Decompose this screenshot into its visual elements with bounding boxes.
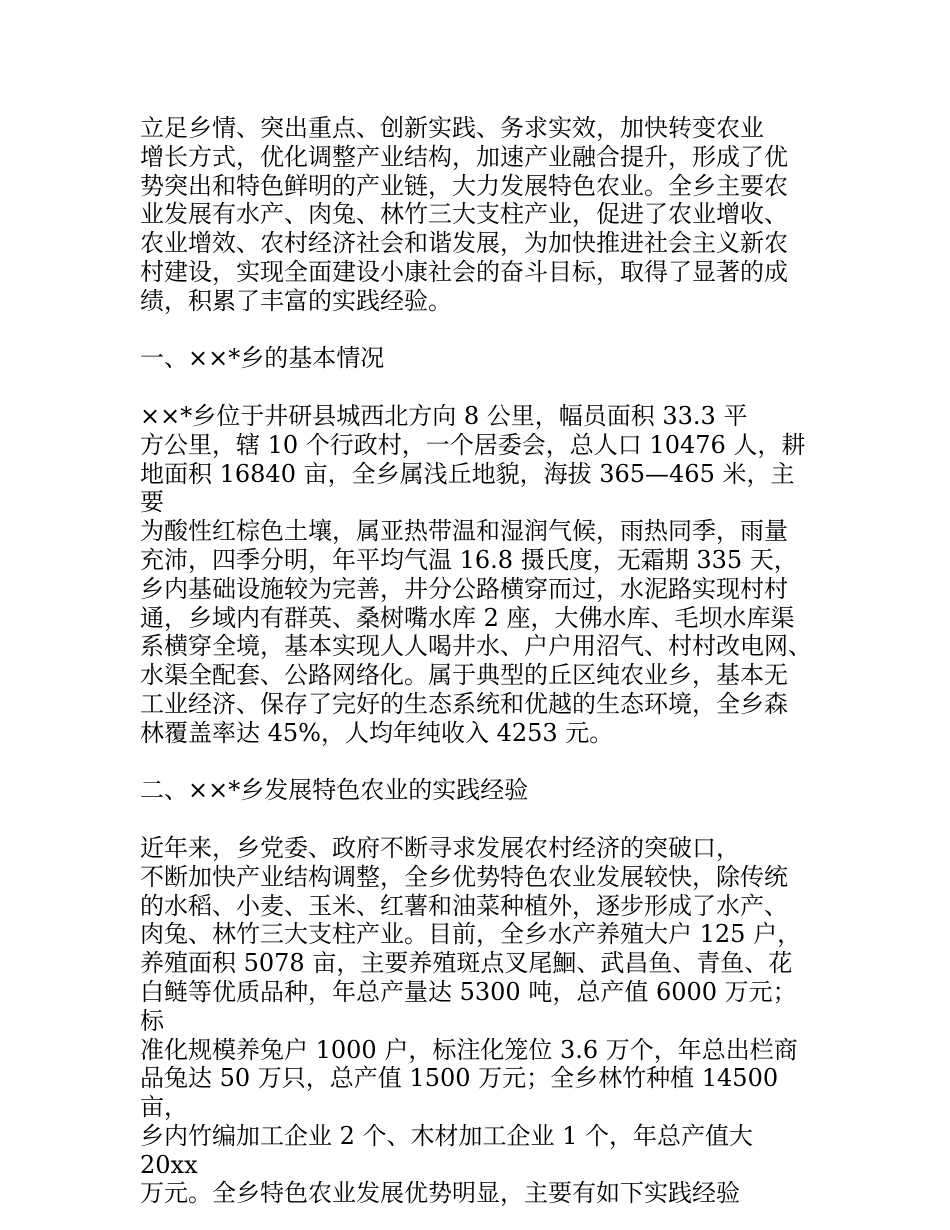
paragraph-spacer xyxy=(140,748,812,777)
document-page xyxy=(140,114,812,1208)
paragraph-spacer xyxy=(140,805,812,834)
section-1-paragraph: ××*乡位于井研县城西北方向 8 公里，幅员面积 33.3 平 方公里，辖 10 个行政村，一个居委会，总人口 10476 人，耕 地面积 16840 亩，全乡属浅丘地貌，海拔 365—465 米，主要 为酸性红棕色土壤，属亚热带温和湿润气候，雨热同季，雨量 充沛，四季分明，年平均气温 16.8 摄氏度，无霜期 335 天， 乡内基础设施较为完善，井分公路横穿而过，水泥路实现村村 通，乡域内有群英、桑树嘴水库 2 座，大佛水库、毛坝水库渠 系横穿全境，基本实现人人喝井水、户户用沼气、村村改电网、 水渠全配套、公路网络化。属于典型的丘区纯农业乡，基本无 工业经济、保存了完好的生态系统和优越的生态环境，全乡森 林覆盖率达 45%，人均年纯收入 4253 元。 xyxy=(140,401,812,747)
section-2-paragraph: 近年来，乡党委、政府不断寻求发展农村经济的突破口， 不断加快产业结构调整，全乡优势特色农业发展较快，除传统 的水稻、小麦、玉米、红薯和油菜种植外，逐步形成了水产、 肉兔、林竹三大支柱产业。目前，全乡水产养殖大户 125 户， 养殖面积 5078 亩，主要养殖斑点叉尾鮰、武昌鱼、青鱼、花 白鲢等优质品种，年总产量达 5300 吨，总产值 6000 万元；标 准化规模养兔户 1000 户，标注化笼位 3.6 万个，年总出栏商 品兔达 50 万只，总产值 1500 万元；全乡林竹种植 14500 亩， 乡内竹编加工企业 2 个、木材加工企业 1 个，年总产值大 20xx 万元。全乡特色农业发展优势明显，主要有如下实践经验 xyxy=(140,833,802,1208)
paragraph-spacer xyxy=(140,316,812,345)
section-heading-1: 一、××*乡的基本情况 xyxy=(140,344,385,373)
paragraph-spacer xyxy=(140,373,812,402)
section-heading-2: 二、××*乡发展特色农业的实践经验 xyxy=(140,776,529,805)
intro-paragraph: 立足乡情、突出重点、创新实践、务求实效，加快转变农业 增长方式，优化调整产业结构，加速产业融合提升，形成了优 势突出和特色鲜明的产业链，大力发展特色农业。全乡主要农 业发展有水产、肉兔、林竹三大支柱产业，促进了农业增收、 农业增效、农村经济社会和谐发展，为加快推进社会主义新农 村建设，实现全面建设小康社会的奋斗目标，取得了显著的成 绩，积累了丰富的实践经验。 xyxy=(140,114,788,315)
